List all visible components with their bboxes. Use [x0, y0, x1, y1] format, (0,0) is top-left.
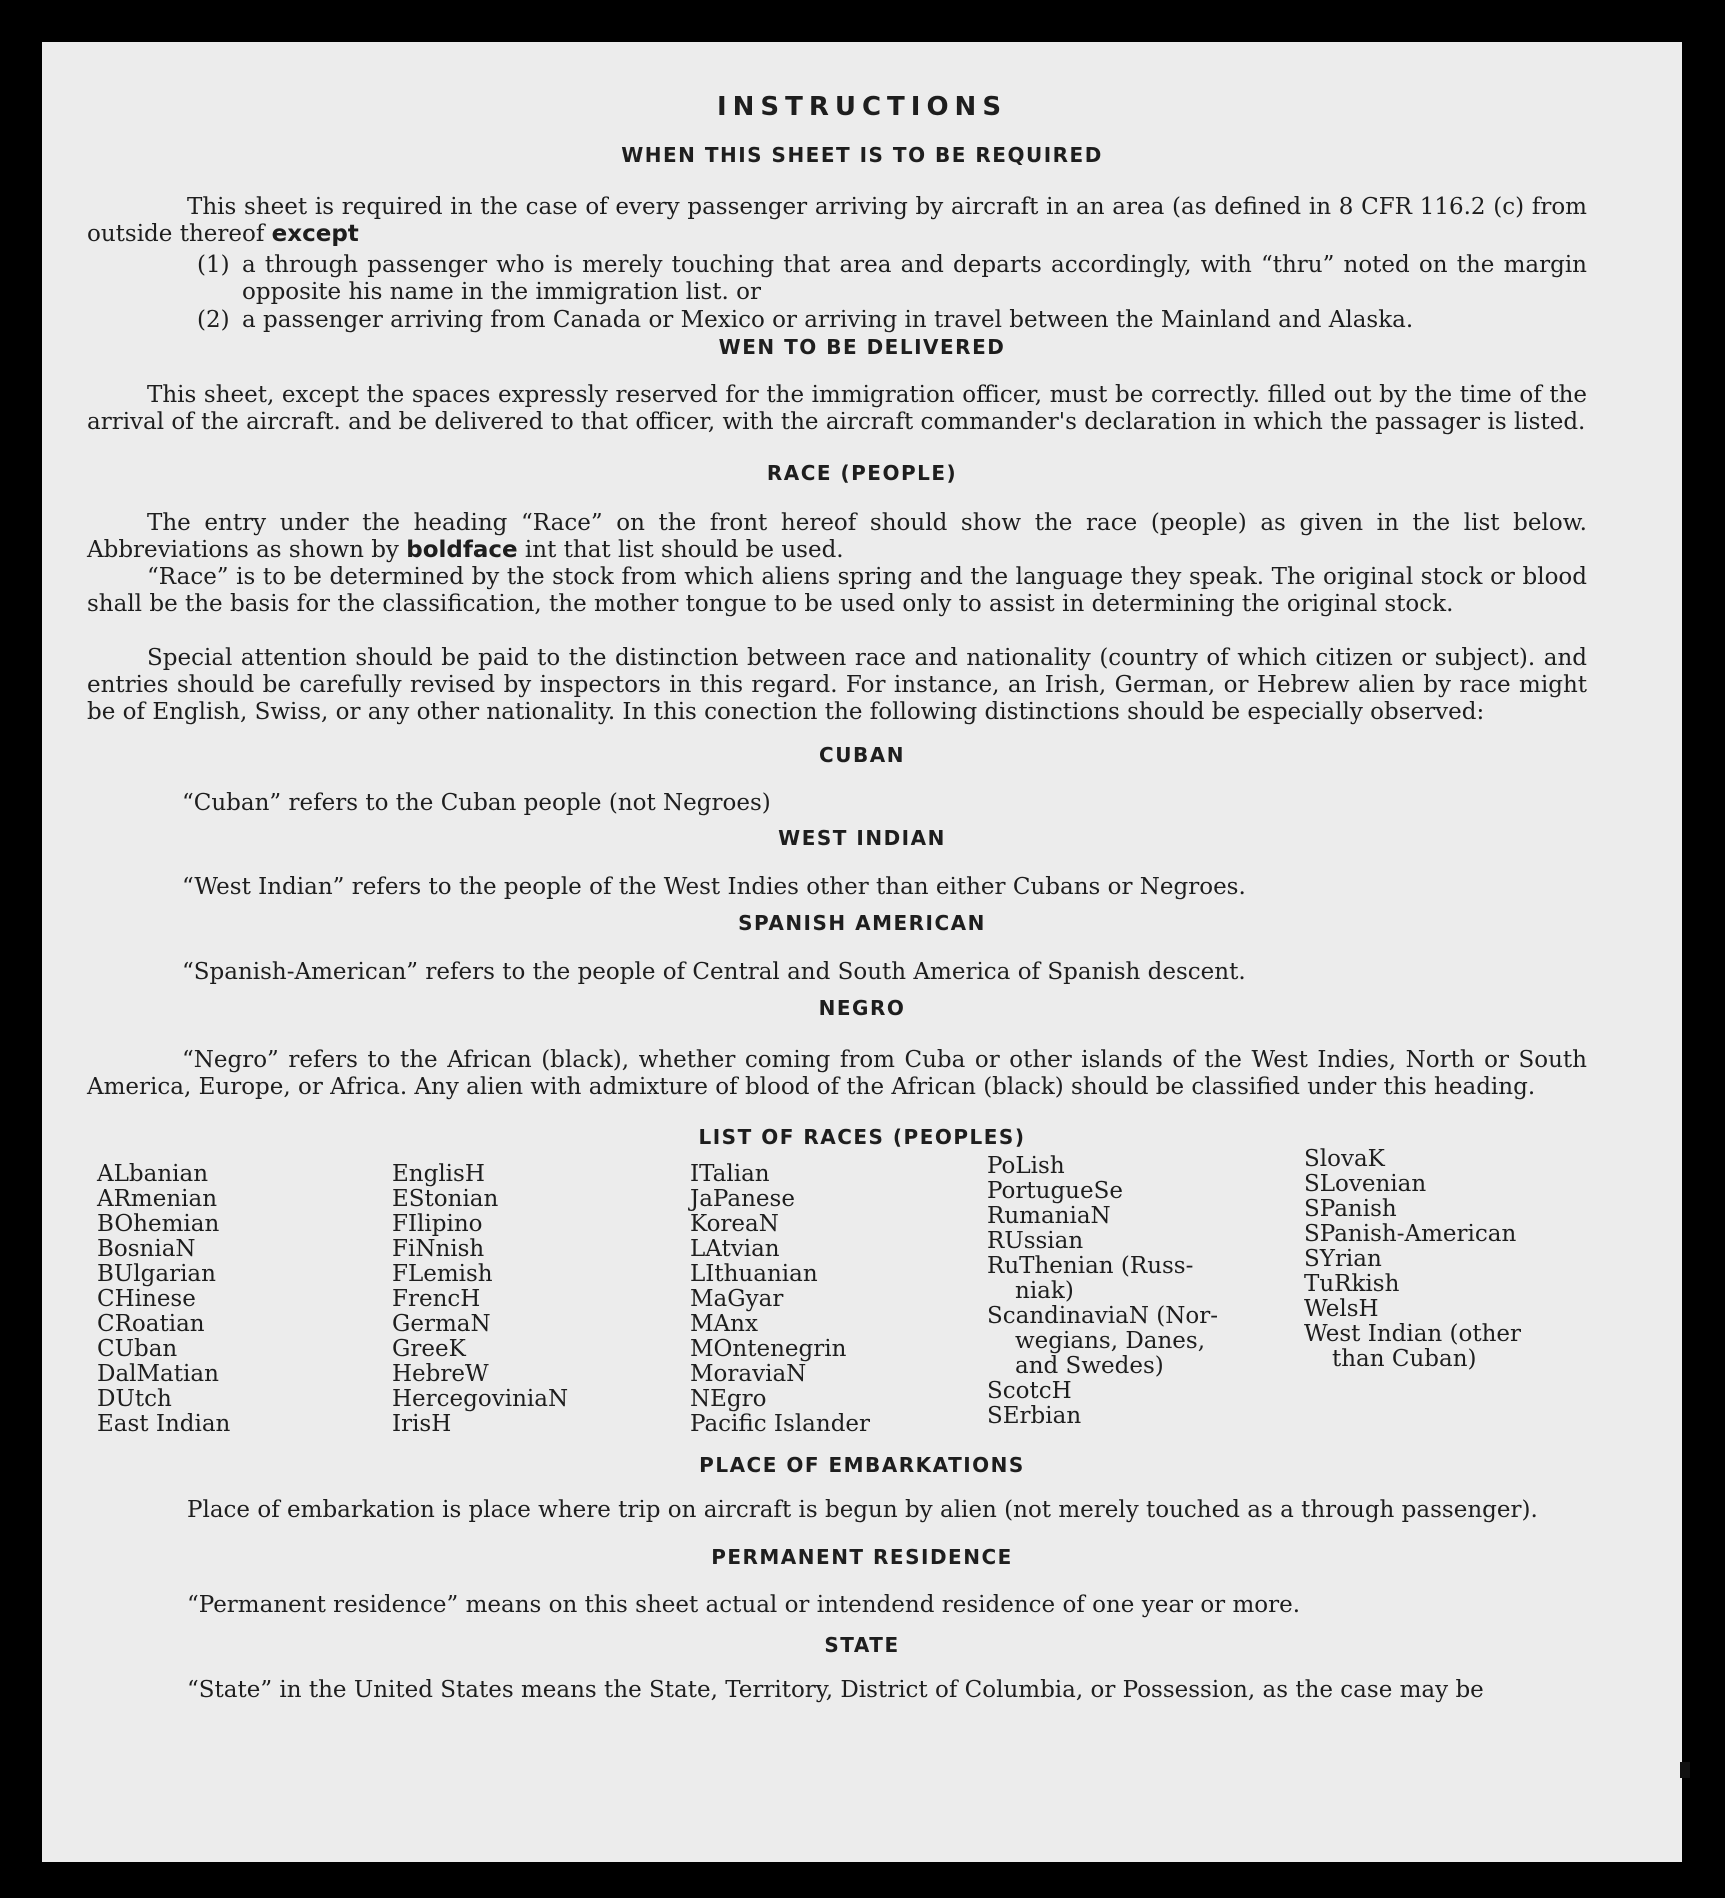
race-item: SlovaK	[1304, 1146, 1385, 1172]
heading-when-required: WHEN THIS SHEET IS TO BE REQUIRED	[621, 143, 1103, 167]
west-indian-text: “West Indian” refers to the people of the West Indies other than either Cubans or Negroes.	[182, 874, 1246, 900]
heading-embarkation: PLACE OF EMBARKATIONS	[699, 1453, 1025, 1477]
race-item: East Indian	[97, 1411, 231, 1437]
race-item: PoLish	[987, 1153, 1065, 1179]
race-item: MoraviaN	[690, 1361, 807, 1387]
race-item: EnglisH	[392, 1161, 485, 1187]
when-delivered-text: This sheet, except the spaces expressly reserved for the immigration officer, must be correctly. filled out by the time of the arrival of the aircraft. and be delivered to that officer, with the aircraft commander's declaration in which the passager is listed.	[87, 382, 1587, 435]
race-item: BosniaN	[97, 1236, 196, 1262]
heading-cuban: CUBAN	[819, 743, 905, 767]
race-item: RumaniaN	[987, 1203, 1111, 1229]
race-item: FiNnish	[392, 1236, 485, 1262]
races-column-5	[1304, 1147, 1521, 1372]
race-item: GreeK	[392, 1336, 466, 1362]
race-item: DalMatian	[97, 1361, 219, 1387]
instruction-sheet	[42, 42, 1682, 1862]
race-item: GermaN	[392, 1311, 491, 1337]
race-paragraph-2: “Race” is to be determined by the stock from which aliens spring and the language they speak. The original stock or blood shall be the basis for the classification, the mother tongue to be used only to assist in determining the original stock.	[87, 564, 1587, 617]
when-required-intro: This sheet is required in the case of every passenger arriving by aircraft in an area (as defined in 8 CFR 116.2 (c) from outside thereof except	[87, 194, 1587, 247]
race-item: PortugueSe	[987, 1178, 1123, 1204]
race-item: SLovenian	[1304, 1171, 1427, 1197]
heading-state: STATE	[824, 1633, 900, 1657]
race-item: than Cuban)	[1332, 1346, 1477, 1372]
race-item: and Swedes)	[1015, 1353, 1164, 1379]
race-item: EStonian	[392, 1186, 499, 1212]
race-item: SPanish	[1304, 1196, 1397, 1222]
race-paragraph-3: Special attention should be paid to the distinction between race and nationality (country of which citizen or subject). and entries should be carefully revised by inspectors in this regard. For instance, an Irish, German, or Hebrew alien by race might be of English, Swiss, or any other nationality. In this conection the following distinctions should be especially observed:	[87, 645, 1587, 725]
when-required-item-2: (2) a passenger arriving from Canada or Mexico or arriving in travel between the Mainland and Alaska.	[197, 307, 1414, 333]
edge-mark	[1680, 1762, 1690, 1778]
race-item: ScotcH	[987, 1378, 1072, 1404]
race-item: ScandinaviaN (Nor-	[987, 1303, 1218, 1329]
except-bold: except	[271, 221, 359, 247]
heading-race: RACE (PEOPLE)	[766, 461, 958, 485]
race-item: West Indian (other	[1304, 1321, 1522, 1347]
race-item: niak)	[1015, 1278, 1074, 1304]
race-item: FIlipino	[392, 1211, 483, 1237]
race-item: ARmenian	[97, 1186, 218, 1212]
race-paragraph-1: The entry under the heading “Race” on the front hereof should show the race (people) as given in the list below. Abbreviations as shown by boldface int that list should be used.	[87, 510, 1587, 563]
permanent-residence-text: “Permanent residence” means on this sheet actual or intendend residence of one year or more.	[187, 1592, 1301, 1618]
race-item: ALbanian	[97, 1161, 209, 1187]
race-item: Pacific Islander	[690, 1411, 871, 1437]
race-item: IrisH	[392, 1411, 452, 1437]
race-item: DUtch	[97, 1386, 172, 1412]
race-item: SPanish-American	[1304, 1221, 1517, 1247]
embarkation-text: Place of embarkation is place where trip on aircraft is begun by alien (not merely touched as a through passenger).	[187, 1497, 1538, 1523]
race-item: MaGyar	[690, 1286, 784, 1312]
races-column-2	[392, 1162, 568, 1437]
race-item: FLemish	[392, 1261, 493, 1287]
cuban-text: “Cuban” refers to the Cuban people (not Negroes)	[182, 790, 771, 816]
race-item: CHinese	[97, 1286, 196, 1312]
race-item: BUlgarian	[97, 1261, 216, 1287]
race-item: TuRkish	[1304, 1271, 1400, 1297]
race-item: CUban	[97, 1336, 178, 1362]
race-item: SErbian	[987, 1403, 1082, 1429]
race-item: JaPanese	[690, 1186, 795, 1212]
spanish-american-text: “Spanish-American” refers to the people of Central and South America of Spanish descent.	[182, 959, 1246, 985]
heading-list-of-races: LIST OF RACES (PEOPLES)	[698, 1125, 1026, 1149]
heading-west-indian: WEST INDIAN	[778, 826, 946, 850]
race-item: LIthuanian	[690, 1261, 818, 1287]
heading-when-delivered: WEN TO BE DELIVERED	[718, 335, 1006, 359]
boldface-bold: boldface	[406, 537, 518, 563]
races-column-4	[987, 1154, 1218, 1429]
negro-text: “Negro” refers to the African (black), whether coming from Cuba or other islands of the West Indies, North or South America, Europe, or Africa. Any alien with admixture of blood of the African (black) should be classified under this heading.	[87, 1047, 1587, 1100]
race-item: LAtvian	[690, 1236, 780, 1262]
races-column-1	[97, 1162, 230, 1437]
race-item: FrencH	[392, 1286, 481, 1312]
race-item: ITalian	[690, 1161, 770, 1187]
race-item: HercegoviniaN	[392, 1386, 569, 1412]
when-required-item-1: (1) a through passenger who is merely touching that area and departs accordingly, with “thru” noted on the margin opposite his name in the immigration list. or	[197, 252, 1587, 305]
race-item: SYrian	[1304, 1246, 1382, 1272]
heading-negro: NEGRO	[818, 996, 906, 1020]
heading-permanent-residence: PERMANENT RESIDENCE	[711, 1545, 1013, 1569]
race-item: RUssian	[987, 1228, 1084, 1254]
page-title: INSTRUCTIONS	[716, 92, 1008, 122]
race-item: CRoatian	[97, 1311, 205, 1337]
race-item: RuThenian (Russ-	[987, 1253, 1194, 1279]
races-column-3	[690, 1162, 870, 1437]
race-item: KoreaN	[690, 1211, 779, 1237]
state-text: “State” in the United States means the State, Territory, District of Columbia, or Possession, as the case may be	[187, 1677, 1484, 1703]
race-item: HebreW	[392, 1361, 489, 1387]
race-item: NEgro	[690, 1386, 767, 1412]
race-item: MAnx	[690, 1311, 758, 1337]
race-item: WelsH	[1304, 1296, 1379, 1322]
race-item: MOntenegrin	[690, 1336, 847, 1362]
heading-spanish-american: SPANISH AMERICAN	[738, 911, 986, 935]
race-item: wegians, Danes,	[1015, 1328, 1206, 1354]
race-item: BOhemian	[97, 1211, 220, 1237]
